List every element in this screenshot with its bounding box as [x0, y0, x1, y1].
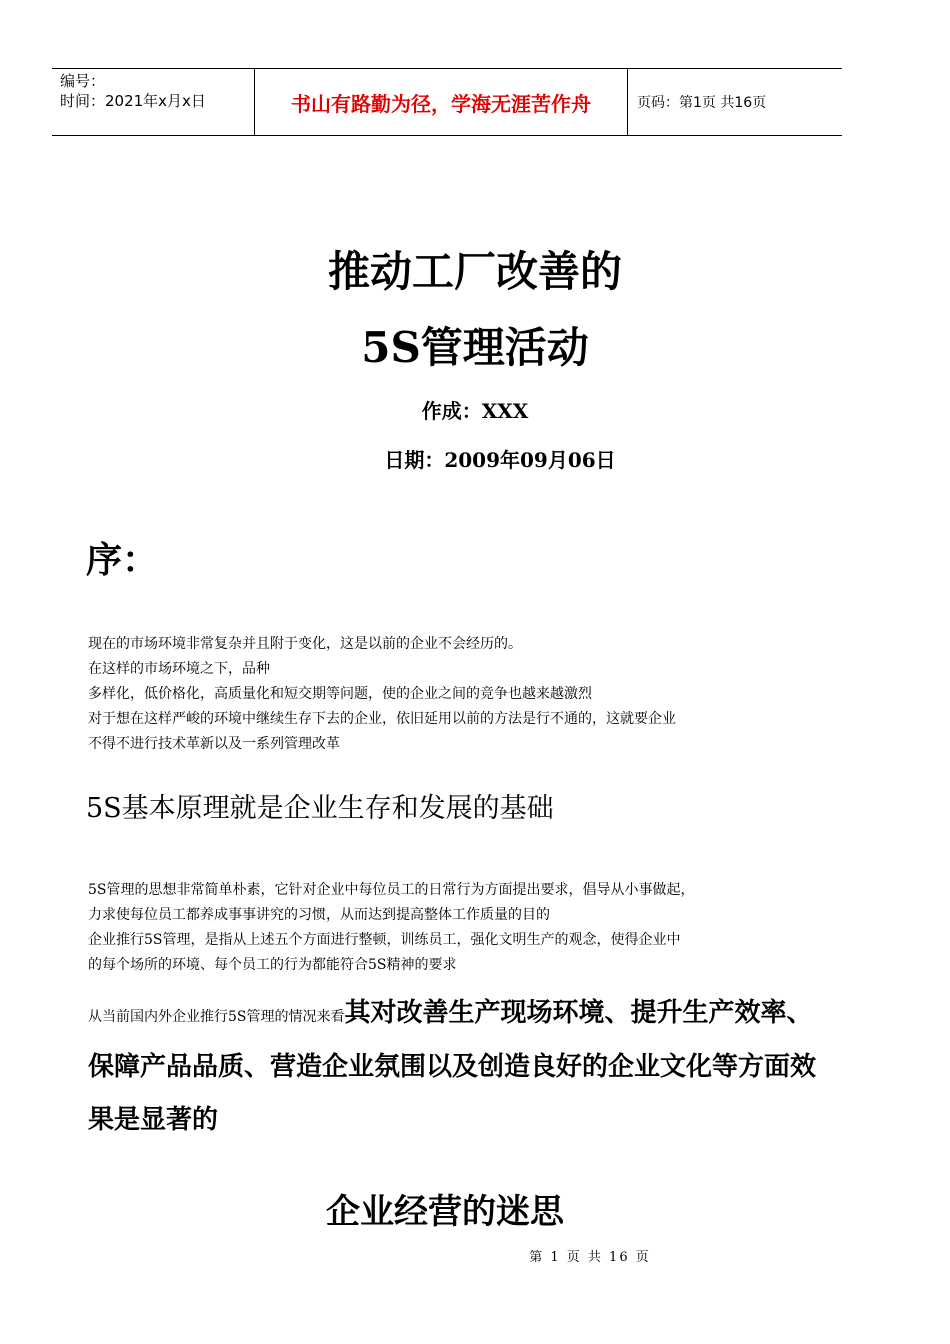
preface-line: 现在的市场环境非常复杂并且附于变化，这是以前的企业不会经历的。 — [88, 636, 522, 652]
principle-line: 力求使每位员工都养成事事讲究的习惯，从而达到提高整体工作质量的目的 — [88, 907, 550, 923]
effect-emphasis-text: 其对改善生产现场环境、提升生产效率、保障产品品质、营造企业氛围以及创造良好的企业文化等方面效果是显著的 — [88, 998, 817, 1135]
principle-paragraph — [88, 878, 828, 978]
preface-line: 多样化，低价格化，高质量化和短交期等问题，使的企业之间的竞争也越来越激烈 — [88, 686, 592, 702]
section2-heading: 企业经营的迷思 — [326, 1192, 564, 1232]
document-header — [52, 68, 842, 136]
principle-line: 的每个场所的环境、每个员工的行为都能符合5S精神的要求 — [88, 957, 457, 973]
header-page-info: 页码：第1页 共16页 — [637, 95, 767, 111]
effect-paragraph — [88, 988, 828, 1148]
title-line-2: 5S管理活动 — [361, 323, 589, 372]
title-line-1: 推动工厂改善的 — [327, 247, 622, 296]
principle-line: 5S管理的思想非常简单朴素，它针对企业中每位员工的日常行为方面提出要求，倡导从小事做起， — [88, 882, 695, 898]
principle-line: 企业推行5S管理，是指从上述五个方面进行整顿，训练员工，强化文明生产的观念，使得企业中 — [88, 932, 681, 948]
date: 日期：2009年09月06日 — [384, 448, 616, 472]
header-meta — [52, 69, 255, 135]
number-label: 编号： — [60, 72, 106, 90]
preface-line: 对于想在这样严峻的环境中继续生存下去的企业，依旧延用以前的方法是行不通的，这就要企业 — [88, 711, 676, 727]
author: 作成：XXX — [421, 399, 529, 423]
effect-intro-text: 从当前国内外企业推行5S管理的情况来看 — [88, 1009, 345, 1025]
preface-paragraph — [88, 632, 828, 757]
preface-heading: 序： — [86, 539, 159, 581]
preface-line: 在这样的市场环境之下，品种 — [88, 661, 270, 677]
time-label: 时间：2021年x月x日 — [60, 92, 206, 110]
section-heading: 5S基本原理就是企业生存和发展的基础 — [86, 793, 554, 824]
header-motto: 书山有路勤为径，学海无涯苦作舟 — [255, 69, 628, 135]
preface-line: 不得不进行技术革新以及一系列管理改革 — [88, 736, 340, 752]
page-footer: 第 1 页 共 16 页 — [529, 1250, 651, 1265]
